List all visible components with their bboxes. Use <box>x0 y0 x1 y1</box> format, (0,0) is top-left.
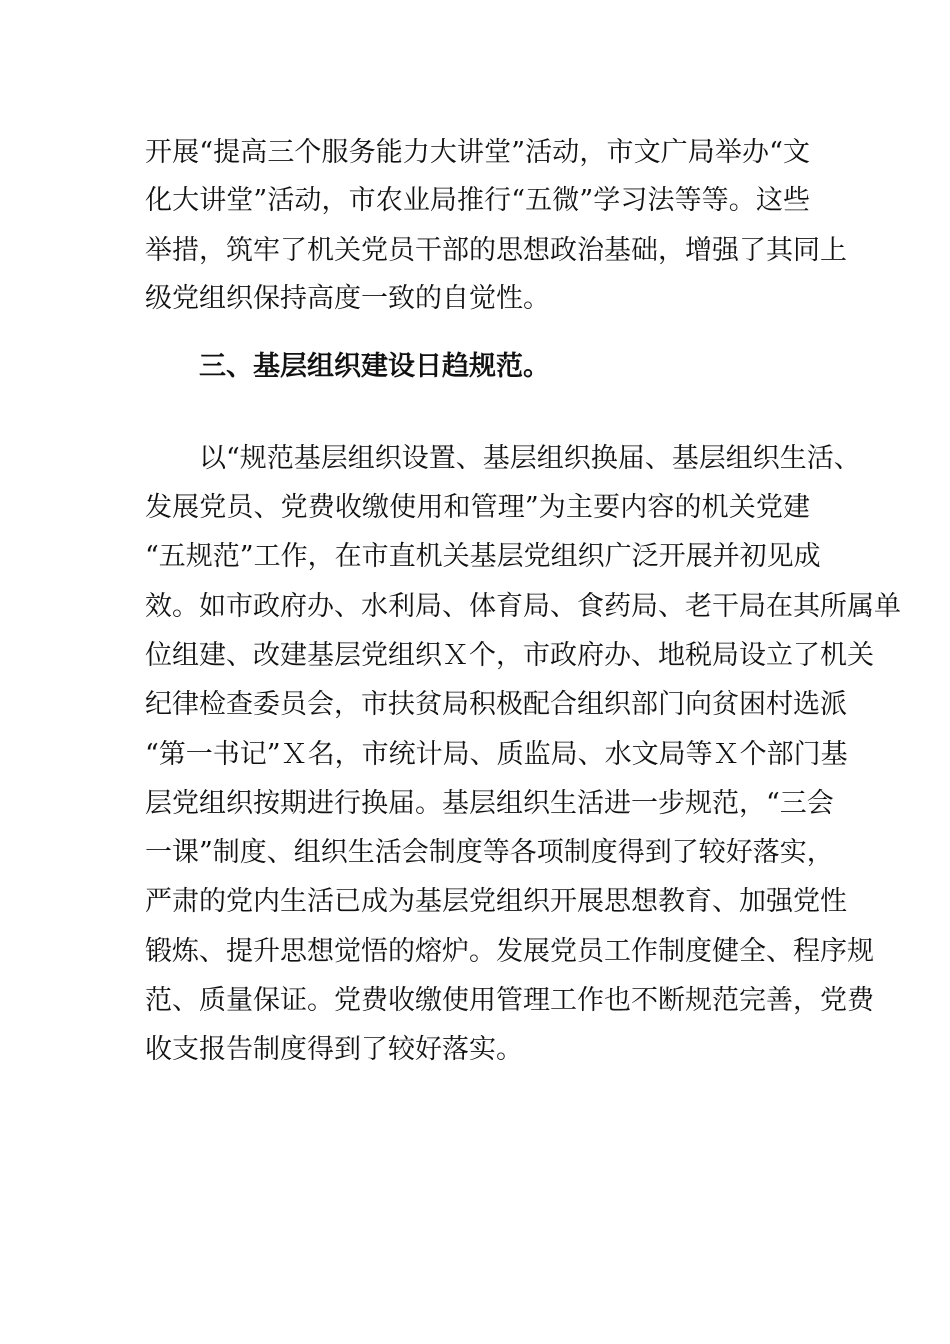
paragraph-line: 级党组织保持高度一致的自觉性。 <box>145 283 550 314</box>
paragraph-line: 举措，筑牢了机关党员干部的思想政治基础，增强了其同上 <box>145 235 847 266</box>
paragraph-line: 发展党员、党费收缴使用和管理”为主要内容的机关党建 <box>145 492 810 523</box>
paragraph-line: 纪律检查委员会，市扶贫局积极配合组织部门向贫困村选派 <box>145 689 847 720</box>
paragraph-line: 范、质量保证。党费收缴使用管理工作也不断规范完善，党费 <box>145 985 874 1016</box>
paragraph-line: “第一书记”Ｘ名，市统计局、质监局、水文局等Ｘ个部门基 <box>145 739 848 770</box>
paragraph-line: 效。如市政府办、水利局、体育局、食药局、老干局在其所属单 <box>145 591 901 622</box>
paragraph-line: 以“规范基层组织设置、基层组织换届、基层组织生活、 <box>199 443 861 474</box>
paragraph-line: 收支报告制度得到了较好落实。 <box>145 1034 523 1065</box>
paragraph-line: 层党组织按期进行换届。基层组织生活进一步规范，“三会 <box>145 788 834 819</box>
section-heading: 三、基层组织建设日趋规范。 <box>199 351 550 382</box>
paragraph-line: 一课”制度、组织生活会制度等各项制度得到了较好落实， <box>145 837 834 868</box>
paragraph-line: 化大讲堂”活动，市农业局推行“五微”学习法等等。这些 <box>145 185 810 216</box>
paragraph-line: “五规范”工作，在市直机关基层党组织广泛开展并初见成 <box>145 541 821 572</box>
paragraph-line: 锻炼、提升思想觉悟的熔炉。发展党员工作制度健全、程序规 <box>145 936 874 967</box>
paragraph-line: 开展“提高三个服务能力大讲堂”活动，市文广局举办“文 <box>145 137 810 168</box>
paragraph-line: 严肃的党内生活已成为基层党组织开展思想教育、加强党性 <box>145 886 847 917</box>
paragraph-line: 位组建、改建基层党组织Ｘ个，市政府办、地税局设立了机关 <box>145 640 874 671</box>
